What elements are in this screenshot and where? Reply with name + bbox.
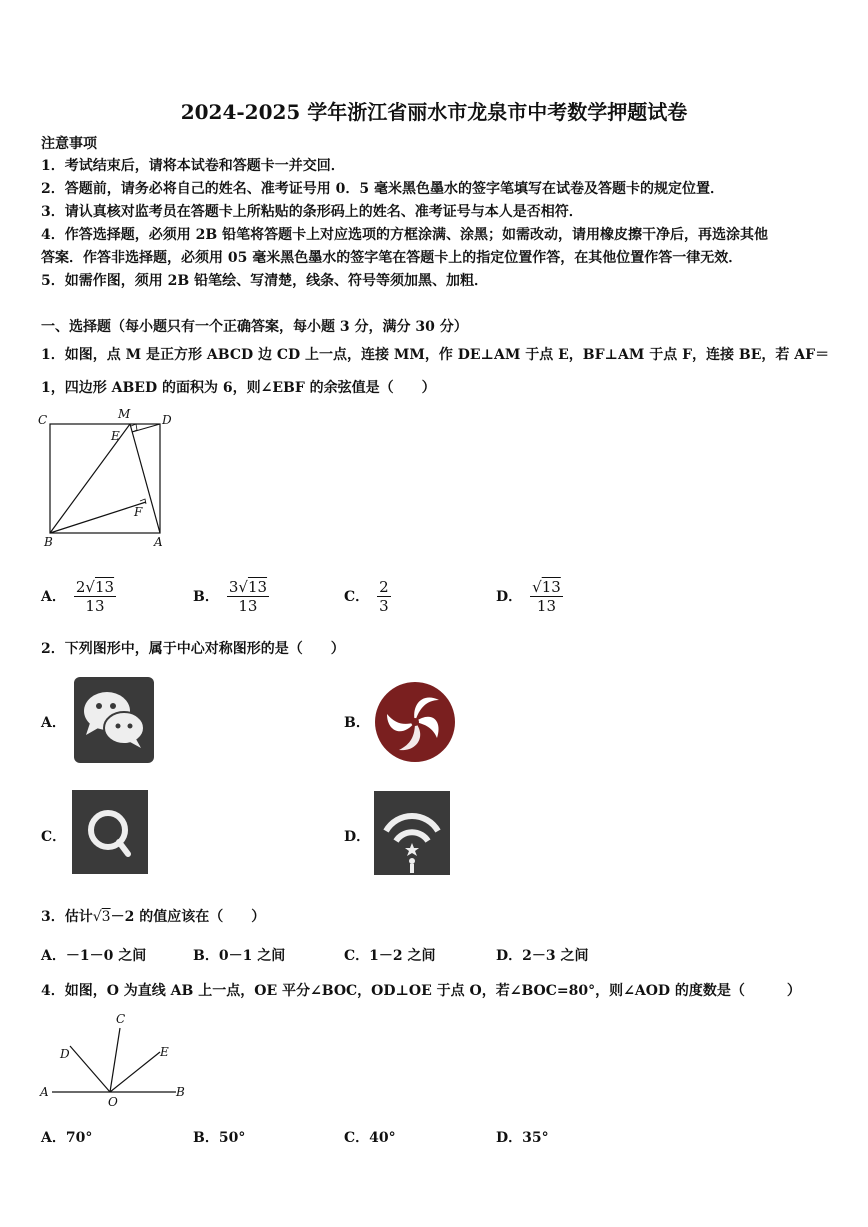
wechat-icon <box>74 677 154 763</box>
notice-item: 5．如需作图，须用 2B 铅笔绘、写清楚，线条、符号等须加黑、加粗． <box>41 273 489 289</box>
label-a: A <box>154 535 163 549</box>
question-3: 3．估计√3－2 的值应该在（ ） <box>41 909 266 925</box>
fraction: $\frac{2√13}{13}$ <box>75 577 115 615</box>
notice-heading: 注意事项 <box>41 136 97 152</box>
label-a: A <box>40 1085 49 1099</box>
q4-option-b[interactable]: B．50° <box>193 1130 246 1146</box>
question-2: 2．下列图形中，属于中心对称图形的是（ ） <box>41 641 345 657</box>
notice-item: 4．作答选择题，必须用 2B 铅笔将答题卡上对应选项的方框涂满、涂黑；如需改动，请用橡皮擦干净后，再选涂其他 <box>41 227 769 243</box>
q1-option-b[interactable]: B． $\frac{3√13}{13}$ <box>193 577 268 615</box>
fraction: $\frac{√13}{13}$ <box>532 577 561 615</box>
phoenix-swirl-icon <box>373 680 457 764</box>
label-e: E <box>160 1045 169 1059</box>
q-logo-icon <box>72 790 148 874</box>
q2-option-b-label[interactable]: B． <box>344 715 370 731</box>
q2-option-d-label[interactable]: D． <box>344 829 371 845</box>
notice-item: 2．答题前，请务必将自己的姓名、准考证号用 0．5 毫米黑色墨水的签字笔填写在试卷及答题卡的规定位置． <box>41 181 724 197</box>
q2-option-a-label[interactable]: A． <box>41 715 66 731</box>
label-o: O <box>108 1095 118 1109</box>
question-1-line-2: 1，四边形 ABED 的面积为 6，则∠EBF 的余弦值是（ ） <box>41 380 436 396</box>
question-1-figure <box>36 406 176 552</box>
q1-option-c[interactable]: C． $\frac{2}{3}$ <box>344 577 389 615</box>
notice-item: 3．请认真核对监考员在答题卡上所粘贴的条形码上的姓名、准考证号与本人是否相符． <box>41 204 583 220</box>
question-4: 4．如图，O 为直线 AB 上一点，OE 平分∠BOC，OD⊥OE 于点 O，若∠BOC=80°，则∠AOD 的度数是（ ） <box>41 983 801 999</box>
q4-option-d[interactable]: D．35° <box>496 1130 549 1146</box>
notice-item: 1．考试结束后，请将本试卷和答题卡一并交回． <box>41 158 345 174</box>
label-d: D <box>60 1047 70 1061</box>
notice-item: 答案．作答非选择题，必须用 05 毫米黑色墨水的签字笔在答题卡上的指定位置作答，在其他位置作答一律无效． <box>41 250 743 266</box>
q4-option-c[interactable]: C．40° <box>344 1130 396 1146</box>
q3-option-c[interactable]: C．1－2 之间 <box>344 948 436 964</box>
page-title: 2024-2025 学年浙江省丽水市龙泉市中考数学押题试卷 <box>180 100 688 124</box>
q2-option-c-label[interactable]: C． <box>41 829 67 845</box>
q3-option-b[interactable]: B．0－1 之间 <box>193 948 286 964</box>
q3-option-a[interactable]: A．－1－0 之间 <box>41 948 147 964</box>
q3-option-d[interactable]: D．2－3 之间 <box>496 948 589 964</box>
label-c: C <box>116 1012 126 1026</box>
label-b: B <box>176 1085 185 1099</box>
label-b: B <box>44 535 53 549</box>
q1-option-d[interactable]: D． $\frac{√13}{13}$ <box>496 577 561 615</box>
wifi-signal-icon <box>374 791 450 875</box>
label-e: E <box>111 429 120 443</box>
q4-option-a[interactable]: A．70° <box>41 1130 93 1146</box>
fraction: $\frac{3√13}{13}$ <box>228 577 268 615</box>
fraction: $\frac{2}{3}$ <box>379 577 389 615</box>
label-d: D <box>162 413 172 427</box>
label-f: F <box>134 505 143 519</box>
question-1-line-1: 1．如图，点 M 是正方形 ABCD 边 CD 上一点，连接 MM，作 DE⊥AM 于点 E，BF⊥AM 于点 F，连接 BE，若 AF＝ <box>41 347 830 363</box>
section-heading: 一、选择题（每小题只有一个正确答案，每小题 3 分，满分 30 分） <box>41 319 468 335</box>
label-c: C <box>38 413 48 427</box>
question-4-figure <box>36 1010 196 1110</box>
label-m: M <box>118 407 131 421</box>
q1-option-a[interactable]: A． $\frac{2√13}{13}$ <box>41 577 115 615</box>
